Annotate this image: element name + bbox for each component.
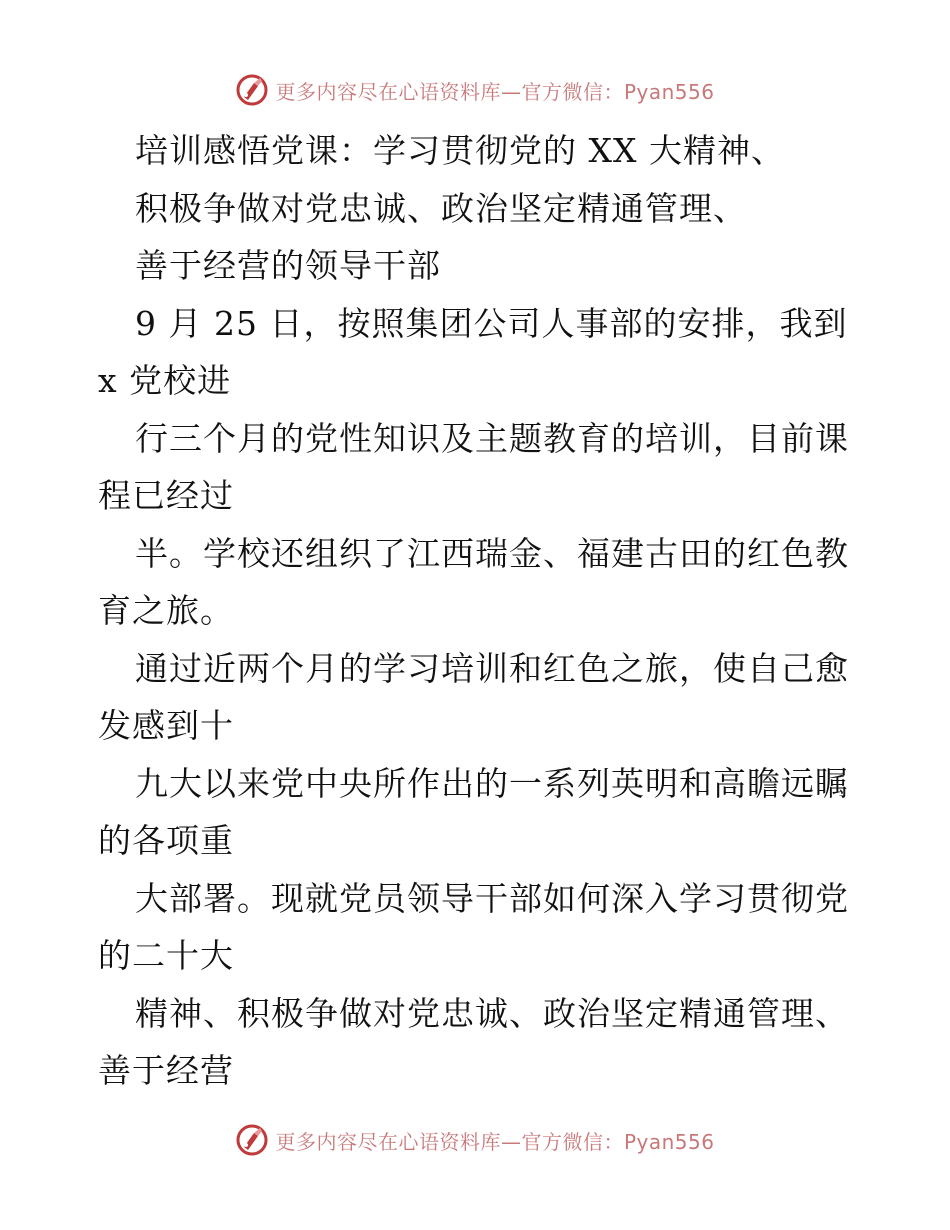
doc-title-line-2: 积极争做对党忠诚、政治坚定精通管理、 <box>135 188 747 228</box>
doc-line: 的各项重 <box>98 821 234 860</box>
doc-line: 的二十大 <box>98 936 234 975</box>
doc-title-line-3: 善于经营的领导干部 <box>135 246 441 285</box>
doc-line: 精神、积极争做对党忠诚、政治坚定精通管理、 <box>135 993 849 1033</box>
brand-logo-icon <box>235 73 269 107</box>
doc-line: 发感到十 <box>98 706 234 745</box>
doc-line: 行三个月的党性知识及主题教育的培训，目前课 <box>135 418 849 458</box>
header-banner <box>0 70 950 110</box>
banner-text: 更多内容尽在心语资料库—官方微信：Pyan556 <box>275 79 715 104</box>
doc-line: 程已经过 <box>98 476 234 515</box>
doc-line: 通过近两个月的学习培训和红色之旅，使自己愈 <box>135 648 849 688</box>
doc-title-line-1: 培训感悟党课：学习贯彻党的 XX 大精神、 <box>135 131 785 170</box>
doc-line: 育之旅。 <box>98 591 234 630</box>
doc-line: 善于经营 <box>98 1051 234 1090</box>
document-body <box>98 122 858 1100</box>
doc-line: x 党校进 <box>98 361 232 400</box>
brand-logo-icon <box>235 1123 269 1157</box>
footer-banner <box>0 1120 950 1160</box>
doc-line: 9 月 25 日，按照集团公司人事部的安排，我到 <box>135 303 848 343</box>
doc-line: 半。学校还组织了江西瑞金、福建古田的红色教 <box>135 533 849 573</box>
doc-line: 九大以来党中央所作出的一系列英明和高瞻远瞩 <box>135 763 849 803</box>
doc-line: 大部署。现就党员领导干部如何深入学习贯彻党 <box>135 878 849 918</box>
banner-text: 更多内容尽在心语资料库—官方微信：Pyan556 <box>275 1129 715 1154</box>
